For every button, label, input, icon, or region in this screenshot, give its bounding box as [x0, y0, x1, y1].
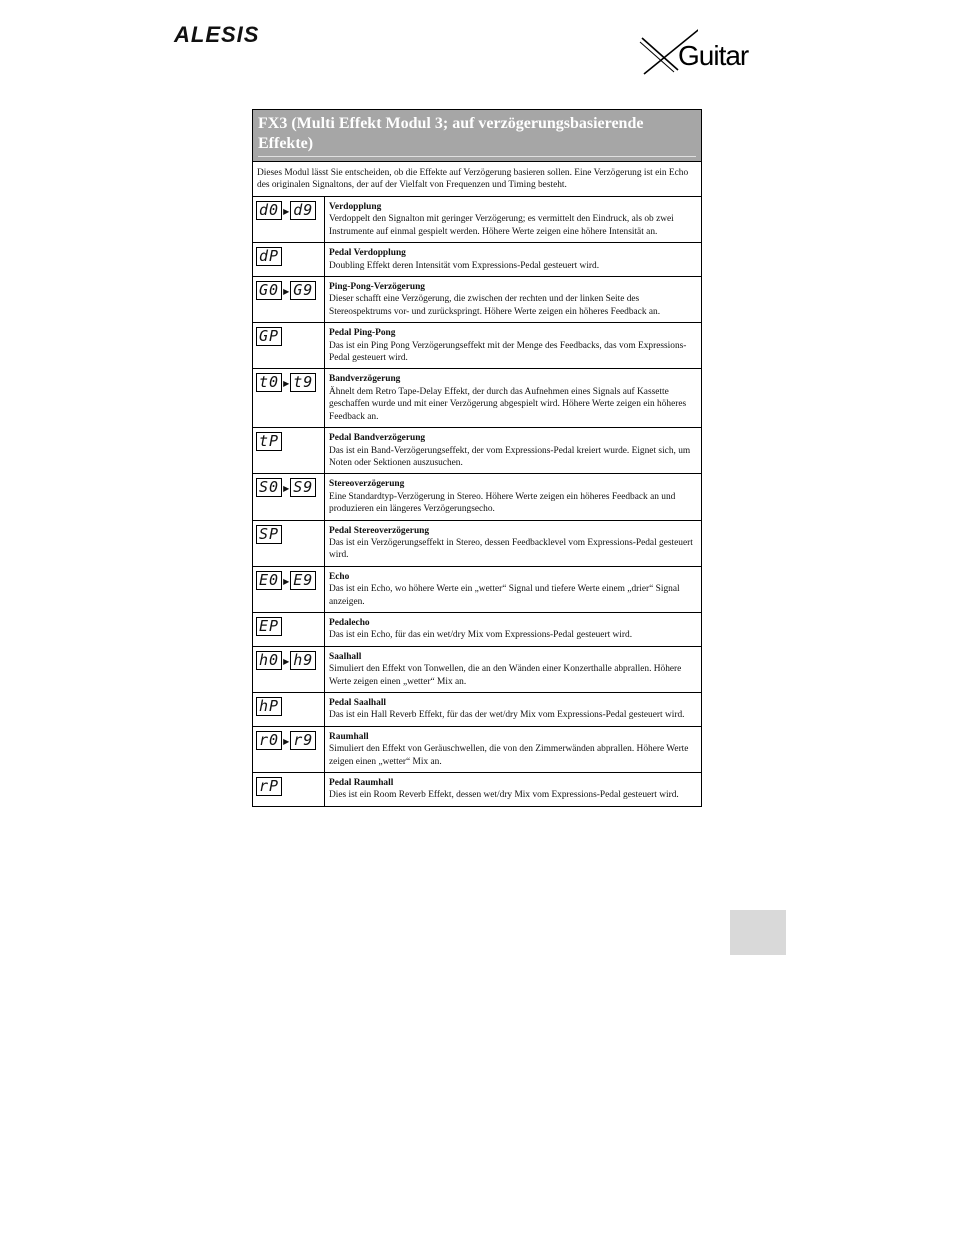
range-arrow-icon: ▶ [283, 286, 290, 296]
display-code-cell [253, 612, 325, 646]
display-code: SP [256, 525, 282, 544]
effect-description-cell [325, 693, 702, 727]
effect-row [253, 726, 702, 772]
display-code-cell [253, 566, 325, 612]
effect-description-cell [325, 726, 702, 772]
effect-row [253, 428, 702, 474]
effect-text: Das ist ein Ping Pong Verzögerungseffekt mit der Menge des Feedbacks, das vom Expressions-Pedal gesteuert wird. [329, 340, 687, 364]
effect-description-cell [325, 612, 702, 646]
effect-text: Dies ist ein Room Reverb Effekt, dessen wet/dry Mix vom Expressions-Pedal gesteuert wird. [329, 790, 679, 801]
display-code-end: h9 [290, 651, 316, 670]
effect-description-cell [325, 428, 702, 474]
display-code: GP [256, 327, 282, 346]
range-arrow-icon: ▶ [283, 206, 290, 216]
effect-row [253, 277, 702, 323]
effect-text: Das ist ein Hall Reverb Effekt, für das der wet/dry Mix vom Expressions-Pedal gesteuert wird. [329, 710, 685, 721]
effect-text: Eine Standardtyp-Verzögerung in Stereo. Höhere Werte zeigen ein höheres Feedback an und produzieren ein längeres Verzögerungsecho. [329, 491, 676, 515]
alesis-logo-text: ALESIS [174, 22, 260, 47]
display-code-cell [253, 520, 325, 566]
effect-row [253, 693, 702, 727]
effect-row [253, 243, 702, 277]
effect-name: Pedal Bandverzögerung [329, 433, 426, 444]
effect-text: Simuliert den Effekt von Geräuschwellen, die von den Zimmerwänden abprallen. Höhere Werte zeigen einen „wetter“ Mix an. [329, 744, 689, 767]
display-code-cell [253, 277, 325, 323]
effect-description-cell [325, 773, 702, 807]
effect-name: Stereoverzögerung [329, 479, 405, 490]
display-code-end: S9 [290, 478, 316, 497]
display-code-cell [253, 323, 325, 369]
effect-row [253, 773, 702, 807]
effect-row [253, 646, 702, 692]
effect-text: Das ist ein Band-Verzögerungseffekt, der vom Expressions-Pedal kreiert wurde. Eignet sich, um Noten oder Sektionen auszusuchen. [329, 445, 691, 468]
section-title-cell [253, 110, 702, 162]
effect-row [253, 197, 702, 243]
effect-row [253, 369, 702, 428]
range-arrow-icon: ▶ [283, 576, 290, 586]
effect-row [253, 323, 702, 369]
alesis-logo [174, 22, 259, 48]
effect-name: Pedalecho [329, 617, 370, 628]
effect-description-cell [325, 474, 702, 520]
effect-description-cell [325, 566, 702, 612]
display-code-end: E9 [290, 571, 316, 590]
display-code: d0 [256, 201, 282, 220]
effect-name: Ping-Pong-Verzögerung [329, 282, 425, 293]
display-code: dP [256, 247, 282, 266]
effect-text: Verdoppelt den Signalton mit geringer Verzögerung; es vermittelt den Eindruck, als ob zwei Instrumente auf einmal gespielt werden. Höhere Werte zeigen eine höhere Intensität an. [329, 214, 674, 237]
display-code: tP [256, 432, 282, 451]
effect-description-cell [325, 243, 702, 277]
display-code: rP [256, 777, 282, 796]
display-code: h0 [256, 651, 282, 670]
effect-text: Das ist ein Echo, wo höhere Werte ein „wetter“ Signal und tiefere Werte einem „drier“ Signal anzeigen. [329, 584, 680, 607]
display-code-end: G9 [290, 281, 316, 300]
effect-text: Das ist ein Echo, für das ein wet/dry Mix vom Expressions-Pedal gesteuert wird. [329, 630, 633, 641]
display-code-cell [253, 243, 325, 277]
range-arrow-icon: ▶ [283, 736, 290, 746]
effect-description-cell [325, 197, 702, 243]
effect-description-cell [325, 646, 702, 692]
effect-name: Bandverzögerung [329, 374, 401, 385]
display-code-cell [253, 693, 325, 727]
effect-row [253, 520, 702, 566]
xguitar-logo [638, 18, 778, 78]
title-divider [258, 156, 696, 157]
effect-name: Pedal Stereoverzögerung [329, 525, 430, 536]
display-code-cell [253, 197, 325, 243]
display-code-cell [253, 726, 325, 772]
display-code-cell [253, 646, 325, 692]
display-code: G0 [256, 281, 282, 300]
xguitar-logo-text: Guitar [678, 40, 749, 71]
display-code: hP [256, 697, 282, 716]
effect-rows [253, 197, 702, 807]
effect-name: Pedal Ping-Pong [329, 328, 396, 339]
display-code-end: r9 [290, 731, 316, 750]
display-code-end: t9 [290, 373, 316, 392]
section-intro: Dieses Modul lässt Sie entscheiden, ob die Effekte auf Verzögerung basieren sollen. Eine Verzögerung ist ein Echo des originalen Signaltons, der auf der Vielfalt von Frequenzen und Timing besteht. [253, 162, 702, 197]
effect-name: Pedal Verdopplung [329, 248, 406, 259]
display-code: EP [256, 617, 282, 636]
display-code: S0 [256, 478, 282, 497]
effect-name: Raumhall [329, 731, 369, 742]
range-arrow-icon: ▶ [283, 484, 290, 494]
display-code: r0 [256, 731, 282, 750]
range-arrow-icon: ▶ [283, 379, 290, 389]
effect-row [253, 566, 702, 612]
effect-description-cell [325, 277, 702, 323]
range-arrow-icon: ▶ [283, 656, 290, 666]
display-code-cell [253, 369, 325, 428]
display-code-cell [253, 773, 325, 807]
effect-text: Doubling Effekt deren Intensität vom Expressions-Pedal gesteuert wird. [329, 260, 600, 271]
effect-row [253, 612, 702, 646]
effect-name: Verdopplung [329, 202, 382, 212]
effect-text: Das ist ein Verzögerungseffekt in Stereo, dessen Feedbacklevel vom Expressions-Pedal gesteuert wird. [329, 537, 693, 561]
effect-name: Echo [329, 571, 350, 582]
effect-description-cell [325, 520, 702, 566]
effect-name: Saalhall [329, 651, 362, 662]
display-code-cell [253, 428, 325, 474]
effect-description-cell [325, 369, 702, 428]
effect-text: Ähnelt dem Retro Tape-Delay Effekt, der durch das Aufnehmen eines Signals auf Kassette geschaffen wurde und mit einer Verzögerung abgespielt wird. Höhere Werte zeigen ein höheres Feedback an. [329, 386, 687, 422]
effect-description-cell [325, 323, 702, 369]
page-tab-marker [730, 910, 786, 955]
effect-name: Pedal Raumhall [329, 778, 394, 789]
section-title: FX3 (Multi Effekt Modul 3; auf verzögerungsbasierende Effekte) [258, 115, 644, 152]
display-code-end: d9 [290, 201, 316, 220]
display-code: E0 [256, 571, 282, 590]
display-code: t0 [256, 373, 282, 392]
effect-text: Simuliert den Effekt von Tonwellen, die an den Wänden einer Konzerthalle abprallen. Höhere Werte zeigen einen „wetter“ Mix an. [329, 664, 682, 687]
effect-text: Dieser schafft eine Verzögerung, die zwischen der rechten und der linken Seite des Stereospektrums vor- und zurückspringt. Höhere Werte zeigen ein höheres Feedback an. [329, 294, 661, 317]
effect-name: Pedal Saalhall [329, 698, 387, 708]
display-code-cell [253, 474, 325, 520]
fx3-table [252, 109, 702, 807]
effect-row [253, 474, 702, 520]
